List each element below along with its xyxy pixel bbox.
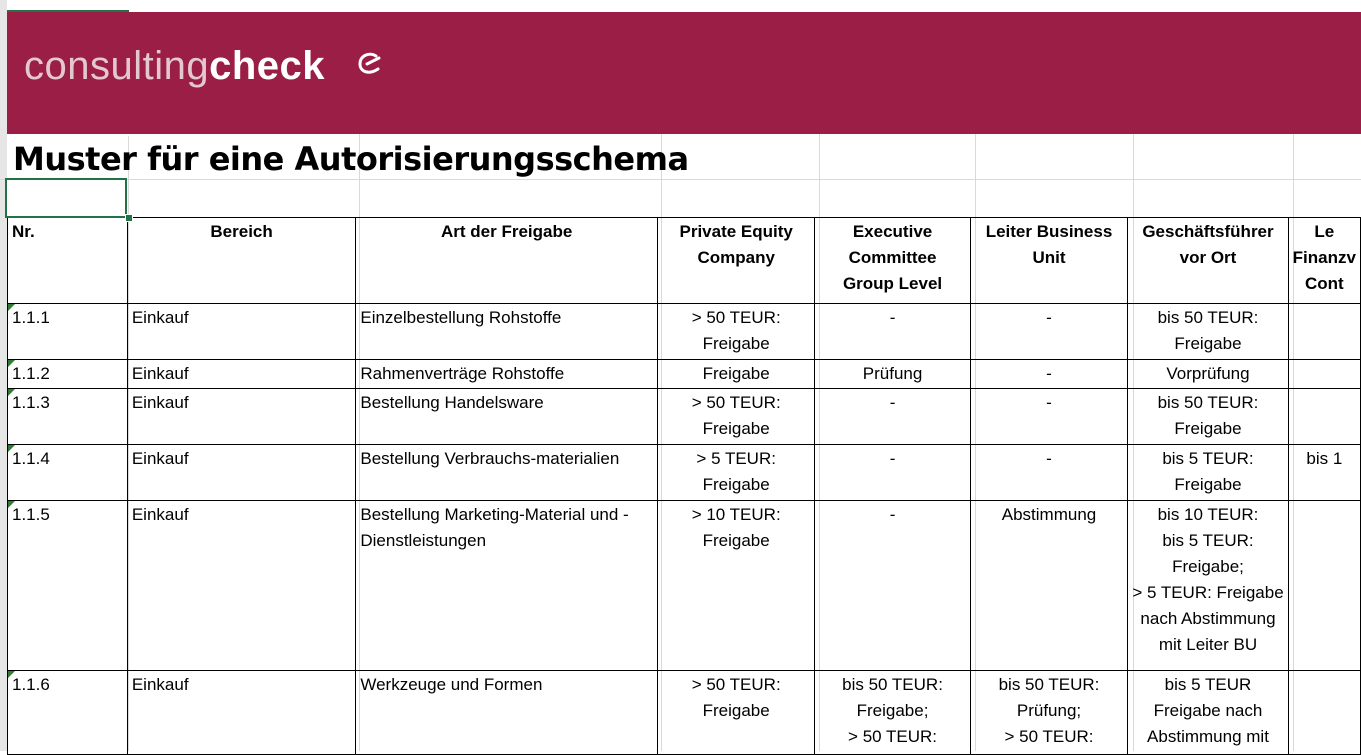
cell-line: > 5 TEUR: Freigabe — [1132, 583, 1284, 602]
cell-nr[interactable] — [8, 360, 128, 389]
error-indicator-icon[interactable] — [8, 304, 15, 311]
header-line: Geschäftsführer — [1142, 222, 1274, 241]
cell-line: mit Leiter BU — [1158, 635, 1258, 654]
cell-leiter-bu[interactable] — [970, 671, 1128, 755]
cell-line: > 50 TEUR: — [691, 308, 781, 327]
cell-line: bis 10 TEUR: — [1157, 505, 1259, 524]
cell-nr[interactable] — [8, 389, 128, 445]
logo-mark-icon — [354, 50, 384, 80]
cell-art[interactable] — [356, 445, 658, 501]
cell-line: Bestellung Handelsware — [360, 393, 544, 412]
cell-line: Bestellung Verbrauchs-materialien — [360, 449, 620, 468]
cell-private-equity[interactable] — [657, 360, 814, 389]
cell-private-equity[interactable] — [657, 671, 814, 755]
row-number: 1.1.3 — [12, 393, 50, 412]
error-indicator-icon[interactable] — [8, 360, 15, 367]
cell-bereich[interactable]: Einkauf — [127, 501, 356, 671]
table-row — [8, 389, 1361, 445]
header-line: Art der Freigabe — [441, 222, 573, 241]
cell-nr[interactable] — [8, 501, 128, 671]
header-line: Le — [1314, 222, 1335, 241]
cell-nr[interactable] — [8, 445, 128, 501]
cell-art[interactable] — [356, 671, 658, 755]
header-line: Executive — [852, 222, 933, 241]
cell-line: bis 50 TEUR: — [1157, 393, 1259, 412]
cell-private-equity[interactable] — [657, 389, 814, 445]
cell-art[interactable] — [356, 360, 658, 389]
cell-art[interactable] — [356, 389, 658, 445]
cell-line: > 50 TEUR: — [691, 393, 781, 412]
cell-line: Rahmenverträge Rohstoffe — [360, 364, 565, 383]
cell-art[interactable] — [356, 501, 658, 671]
cell-line: > 50 TEUR: — [1004, 727, 1094, 746]
cell-line: Vorprüfung — [1166, 364, 1250, 383]
cell-finanz[interactable] — [1288, 501, 1360, 671]
row-number: 1.1.5 — [12, 505, 50, 524]
row-number: 1.1.6 — [12, 675, 50, 694]
cell-leiter-bu[interactable] — [970, 501, 1128, 671]
cell-line: Einzelbestellung Rohstoffe — [360, 308, 562, 327]
selected-cell[interactable] — [5, 178, 127, 218]
authorization-table — [7, 217, 1361, 755]
cell-line: Freigabe; — [856, 701, 929, 720]
cell-line: - — [889, 505, 896, 524]
cell-line: bis 50 TEUR: — [1157, 308, 1259, 327]
cell-bereich[interactable]: Einkauf — [127, 389, 356, 445]
row-number: 1.1.1 — [12, 308, 50, 327]
header-bereich[interactable] — [127, 218, 356, 304]
cell-line: Abstimmung — [1001, 505, 1097, 524]
cell-line: nach Abstimmung — [1140, 609, 1276, 628]
cell-line: > 50 TEUR: — [691, 675, 781, 694]
cell-line: bis 5 TEUR: — [1162, 449, 1254, 468]
cell-geschaeftsfuehrer[interactable] — [1128, 501, 1288, 671]
cell-executive-committee[interactable] — [815, 501, 970, 671]
cell-line: Freigabe — [702, 701, 770, 720]
page-title: Muster für eine Autorisierungsschema — [13, 140, 689, 178]
cell-private-equity[interactable] — [657, 304, 814, 360]
header-line: Unit — [1032, 248, 1066, 267]
error-indicator-icon[interactable] — [8, 389, 15, 396]
cell-line: Freigabe — [1174, 475, 1242, 494]
cell-line: Freigabe — [1174, 419, 1242, 438]
cell-line: Freigabe — [702, 419, 770, 438]
cell-line: Prüfung; — [1016, 701, 1082, 720]
cell-line: bis 50 TEUR: — [842, 675, 943, 694]
table-row — [8, 445, 1361, 501]
cell-executive-committee[interactable] — [815, 445, 970, 501]
cell-bereich[interactable]: Einkauf — [127, 671, 356, 755]
cell-leiter-bu[interactable] — [970, 445, 1128, 501]
error-indicator-icon[interactable] — [8, 501, 15, 508]
cell-line: Freigabe nach — [1153, 701, 1263, 720]
cell-executive-committee[interactable] — [815, 304, 970, 360]
cell-line: - — [1046, 393, 1052, 412]
header-line: Nr. — [12, 222, 35, 241]
cell-finanz[interactable] — [1288, 671, 1360, 755]
cell-line: - — [1046, 364, 1052, 383]
cell-line: Bestellung Marketing-Material und - — [360, 505, 629, 524]
header-line: Cont — [1304, 274, 1344, 293]
header-lbu[interactable] — [970, 218, 1128, 304]
header-nr[interactable] — [8, 218, 128, 304]
table-row — [8, 304, 1361, 360]
cell-line: - — [889, 393, 896, 412]
cell-line: Freigabe; — [1172, 557, 1244, 576]
cell-line: Prüfung — [862, 364, 923, 383]
cell-geschaeftsfuehrer[interactable] — [1128, 360, 1288, 389]
cell-finanz[interactable] — [1288, 445, 1360, 501]
table-row — [8, 360, 1361, 389]
cell-nr[interactable] — [8, 304, 128, 360]
header-line: vor Ort — [1179, 248, 1237, 267]
header-line: Group Level — [842, 274, 943, 293]
header-line: Finanzv — [1292, 248, 1356, 267]
banner-gap — [7, 134, 359, 136]
header-art[interactable] — [356, 218, 658, 304]
header-pe[interactable] — [657, 218, 814, 304]
cell-line: Freigabe — [702, 531, 770, 550]
cell-leiter-bu[interactable] — [970, 304, 1128, 360]
cell-line: bis 5 TEUR — [1164, 675, 1252, 694]
header-line: Leiter Business — [985, 222, 1113, 241]
cell-executive-committee[interactable] — [815, 389, 970, 445]
cell-line: - — [1046, 308, 1052, 327]
header-line: Bereich — [210, 222, 273, 241]
cell-line: > 50 TEUR: — [848, 727, 938, 746]
cell-line: bis 50 TEUR: — [998, 675, 1100, 694]
cell-geschaeftsfuehrer[interactable] — [1128, 445, 1288, 501]
header-gf[interactable] — [1128, 218, 1288, 304]
error-indicator-icon[interactable] — [8, 671, 15, 678]
cell-nr[interactable] — [8, 671, 128, 755]
cell-line: Werkzeuge und Formen — [360, 675, 543, 694]
header-ec[interactable] — [815, 218, 970, 304]
spreadsheet-top-row — [7, 0, 1361, 12]
cell-line: - — [889, 308, 896, 327]
cell-art[interactable] — [356, 304, 658, 360]
cell-line: Freigabe — [1174, 334, 1242, 353]
cell-bereich[interactable]: Einkauf — [127, 445, 356, 501]
header-line: Committee — [848, 248, 937, 267]
cell-line: bis 5 TEUR: — [1162, 531, 1254, 550]
cell-line: Dienstleistungen — [360, 531, 487, 550]
cell-line: bis 1 — [1306, 449, 1343, 468]
fill-handle[interactable] — [125, 214, 133, 222]
header-lf[interactable] — [1288, 218, 1360, 304]
row-header-strip — [0, 0, 7, 751]
cell-geschaeftsfuehrer[interactable] — [1128, 671, 1288, 755]
cell-bereich[interactable]: Einkauf — [127, 304, 356, 360]
cell-line: - — [889, 449, 896, 468]
consultingcheck-logo: consultingcheck — [24, 44, 326, 88]
cell-executive-committee[interactable] — [815, 360, 970, 389]
cell-line: > 10 TEUR: — [691, 505, 781, 524]
header-line: Private Equity — [679, 222, 793, 241]
cell-line: Freigabe — [702, 364, 770, 383]
cell-line: - — [1046, 449, 1052, 468]
cell-leiter-bu[interactable] — [970, 360, 1128, 389]
cell-line: Abstimmung mit — [1147, 727, 1269, 746]
cell-bereich[interactable]: Einkauf — [127, 360, 356, 389]
table-row — [8, 671, 1361, 755]
cell-private-equity[interactable] — [657, 501, 814, 671]
cell-line: > 5 TEUR: — [696, 449, 776, 468]
error-indicator-icon[interactable] — [8, 445, 15, 452]
row-number: 1.1.4 — [12, 449, 50, 468]
cell-geschaeftsfuehrer[interactable] — [1128, 304, 1288, 360]
gridline — [0, 179, 1361, 180]
table-row — [8, 501, 1361, 671]
row-number: 1.1.2 — [12, 364, 50, 383]
cell-finanz[interactable] — [1288, 360, 1360, 389]
header-line: Company — [697, 248, 775, 267]
cell-executive-committee[interactable] — [815, 671, 970, 755]
cell-geschaeftsfuehrer[interactable] — [1128, 389, 1288, 445]
cell-line: Freigabe — [702, 475, 770, 494]
cell-finanz[interactable] — [1288, 389, 1360, 445]
cell-finanz[interactable] — [1288, 304, 1360, 360]
cell-leiter-bu[interactable] — [970, 389, 1128, 445]
cell-private-equity[interactable] — [657, 445, 814, 501]
cell-line: Freigabe — [702, 334, 770, 353]
